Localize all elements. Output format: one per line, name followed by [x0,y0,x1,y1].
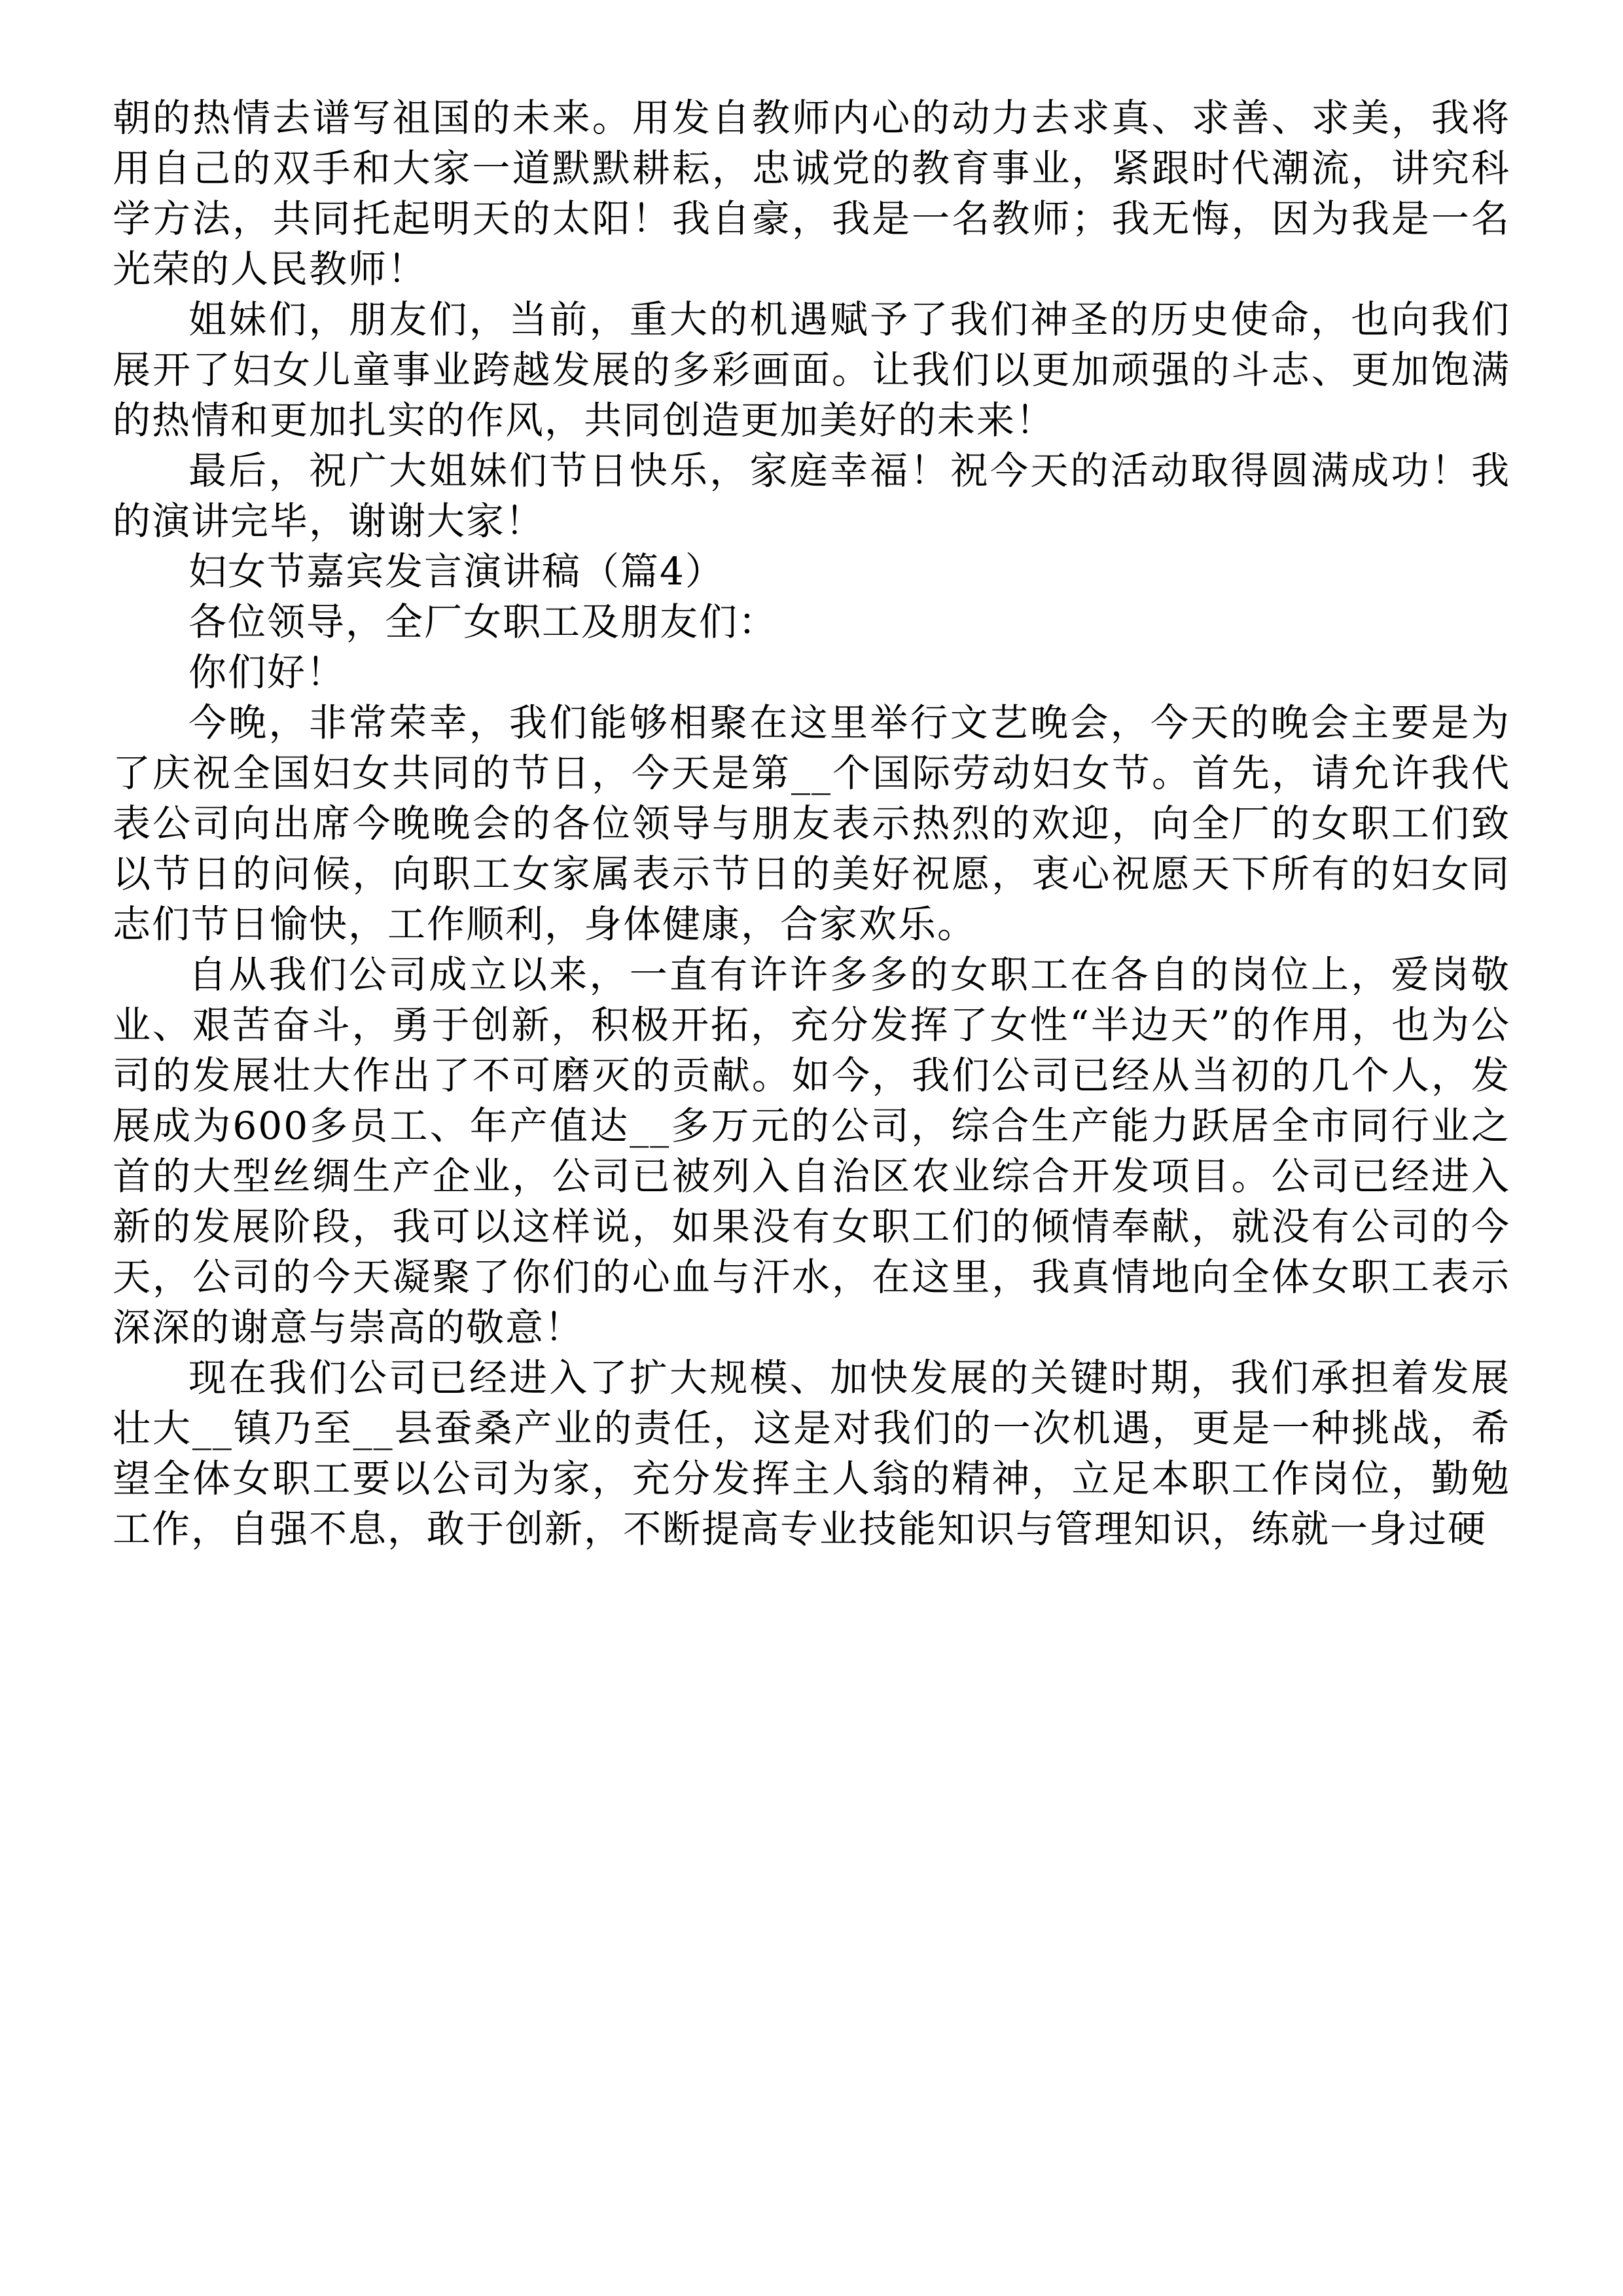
paragraph: 姐妹们，朋友们，当前，重大的机遇赋予了我们神圣的历史使命，也向我们展开了妇女儿童事业跨越发展的多彩画面。让我们以更加顽强的斗志、更加饱满的热情和更加扎实的作风，共同创造更加美好的未来！ [113,297,1510,442]
paragraph: 最后，祝广大姐妹们节日快乐，家庭幸福！祝今天的活动取得圆满成功！我的演讲完毕，谢谢大家！ [113,448,1510,543]
paragraph: 现在我们公司已经进入了扩大规模、加快发展的关键时期，我们承担着发展壮大__镇乃至__县蚕桑产业的责任，这是对我们的一次机遇，更是一种挑战，希望全体女职工要以公司为家，充分发挥主人翁的精神，立足本职工作岗位，勤勉工作，自强不息，敢于创新，不断提高专业技能知识与管理知识，练就一身过硬 [113,1355,1510,1551]
paragraph: 自从我们公司成立以来，一直有许许多多的女职工在各自的岗位上，爱岗敬业、艰苦奋斗，勇于创新，积极开拓，充分发挥了女性“半边天”的作用，也为公司的发展壮大作出了不可磨灭的贡献。如今，我们公司已经从当初的几个人，发展成为600多员工、年产值达__多万元的公司，综合生产能力跃居全市同行业之首的大型丝绸生产企业，公司已被列入自治区农业综合开发项目。公司已经进入新的发展阶段，我可以这样说，如果没有女职工们的倾情奉献，就没有公司的今天，公司的今天凝聚了你们的心血与汗水，在这里，我真情地向全体女职工表示深深的谢意与崇高的敬意！ [113,952,1510,1350]
paragraph: 朝的热情去谱写祖国的未来。用发自教师内心的动力去求真、求善、求美，我将用自己的双手和大家一道默默耕耘，忠诚党的教育事业，紧跟时代潮流，讲究科学方法，共同托起明天的太阳！我自豪，我是一名教师；我无悔，因为我是一名光荣的人民教师！ [113,96,1510,291]
greeting: 你们好！ [188,650,346,694]
paragraph: 今晚，非常荣幸，我们能够相聚在这里举行文艺晚会，今天的晚会主要是为了庆祝全国妇女共同的节日，今天是第__个国际劳动妇女节。首先，请允许我代表公司向出席今晚晚会的各位领导与朋友表示热烈的欢迎，向全厂的女职工们致以节日的问候，向职工女家属表示节日的美好祝愿，衷心祝愿天下所有的妇女同志们节日愉快，工作顺利，身体健康，合家欢乐。 [113,700,1510,946]
salutation: 各位领导，全厂女职工及朋友们： [188,600,778,644]
section-heading: 妇女节嘉宾发言演讲稿（篇4） [188,549,724,594]
